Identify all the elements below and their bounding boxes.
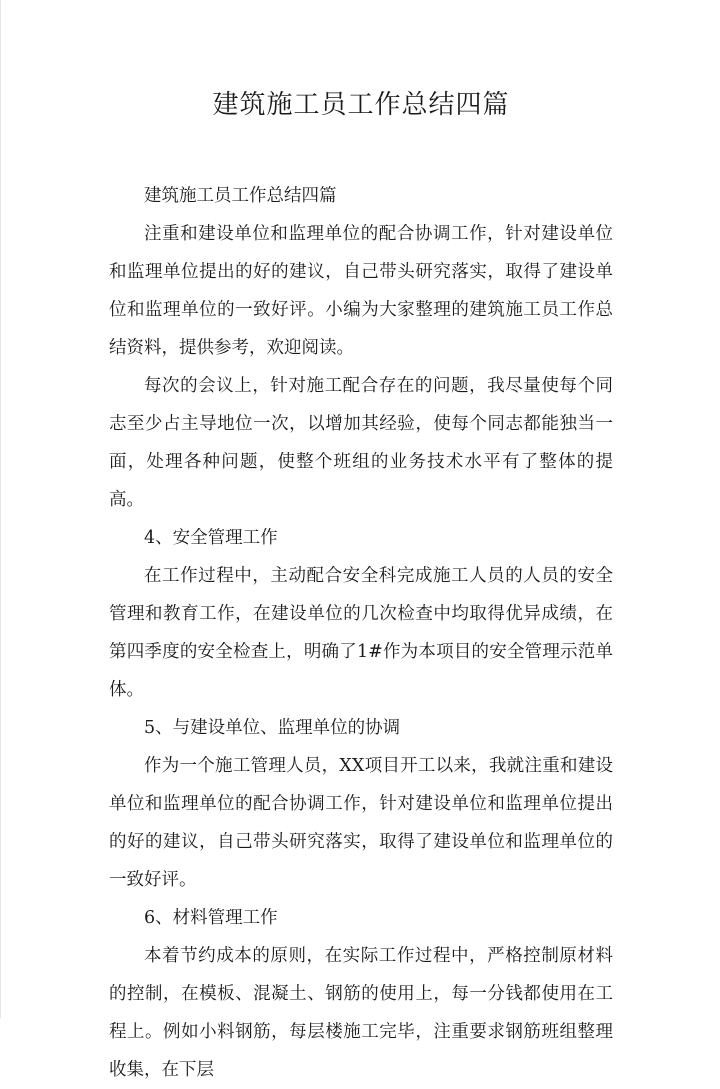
body-paragraph-intro: 注重和建设单位和监理单位的配合协调工作，针对建设单位和监理单位提出的好的建议，自己带头研究落实，取得了建设单位和监理单位的一致好评。小编为大家整理的建筑施工员工作总结资料，提供参考，欢迎阅读。 (109, 224, 613, 358)
section-heading-materials: 6、材料管理工作 (144, 908, 278, 928)
body-paragraph-safety: 在工作过程中，主动配合安全科完成施工人员的人员的安全管理和教育工作，在建设单位的几次检查中均取得优异成绩，在第四季度的安全检查上，明确了1#作为本项目的安全管理示范单体。 (109, 566, 613, 700)
section-heading-coordination: 5、与建设单位、监理单位的协调 (144, 718, 401, 738)
body-paragraph-coordination: 作为一个施工管理人员，XX项目开工以来，我就注重和建设单位和监理单位的配合协调工作，针对建设单位和监理单位提出的好的建议，自己带头研究落实，取得了建设单位和监理单位的一致好评。 (109, 756, 613, 890)
document-body (109, 177, 613, 1089)
body-paragraph-materials: 本着节约成本的原则，在实际工作过程中，严格控制原材料的控制，在模板、混凝土、钢筋的使用上，每一分钱都使用在工程上。例如小料钢筋，每层楼施工完毕，注重要求钢筋班组整理收集，在下层 (109, 946, 613, 1080)
body-paragraph-meetings: 每次的会议上，针对施工配合存在的问题，我尽量使每个同志至少占主导地位一次，以增加其经验，使每个同志都能独当一面，处理各种问题，使整个班组的业务技术水平有了整体的提高。 (109, 376, 613, 510)
section-heading-safety: 4、安全管理工作 (144, 528, 278, 548)
document-title: 建筑施工员工作总结四篇 (212, 90, 510, 120)
body-paragraph-subtitle: 建筑施工员工作总结四篇 (144, 186, 337, 206)
